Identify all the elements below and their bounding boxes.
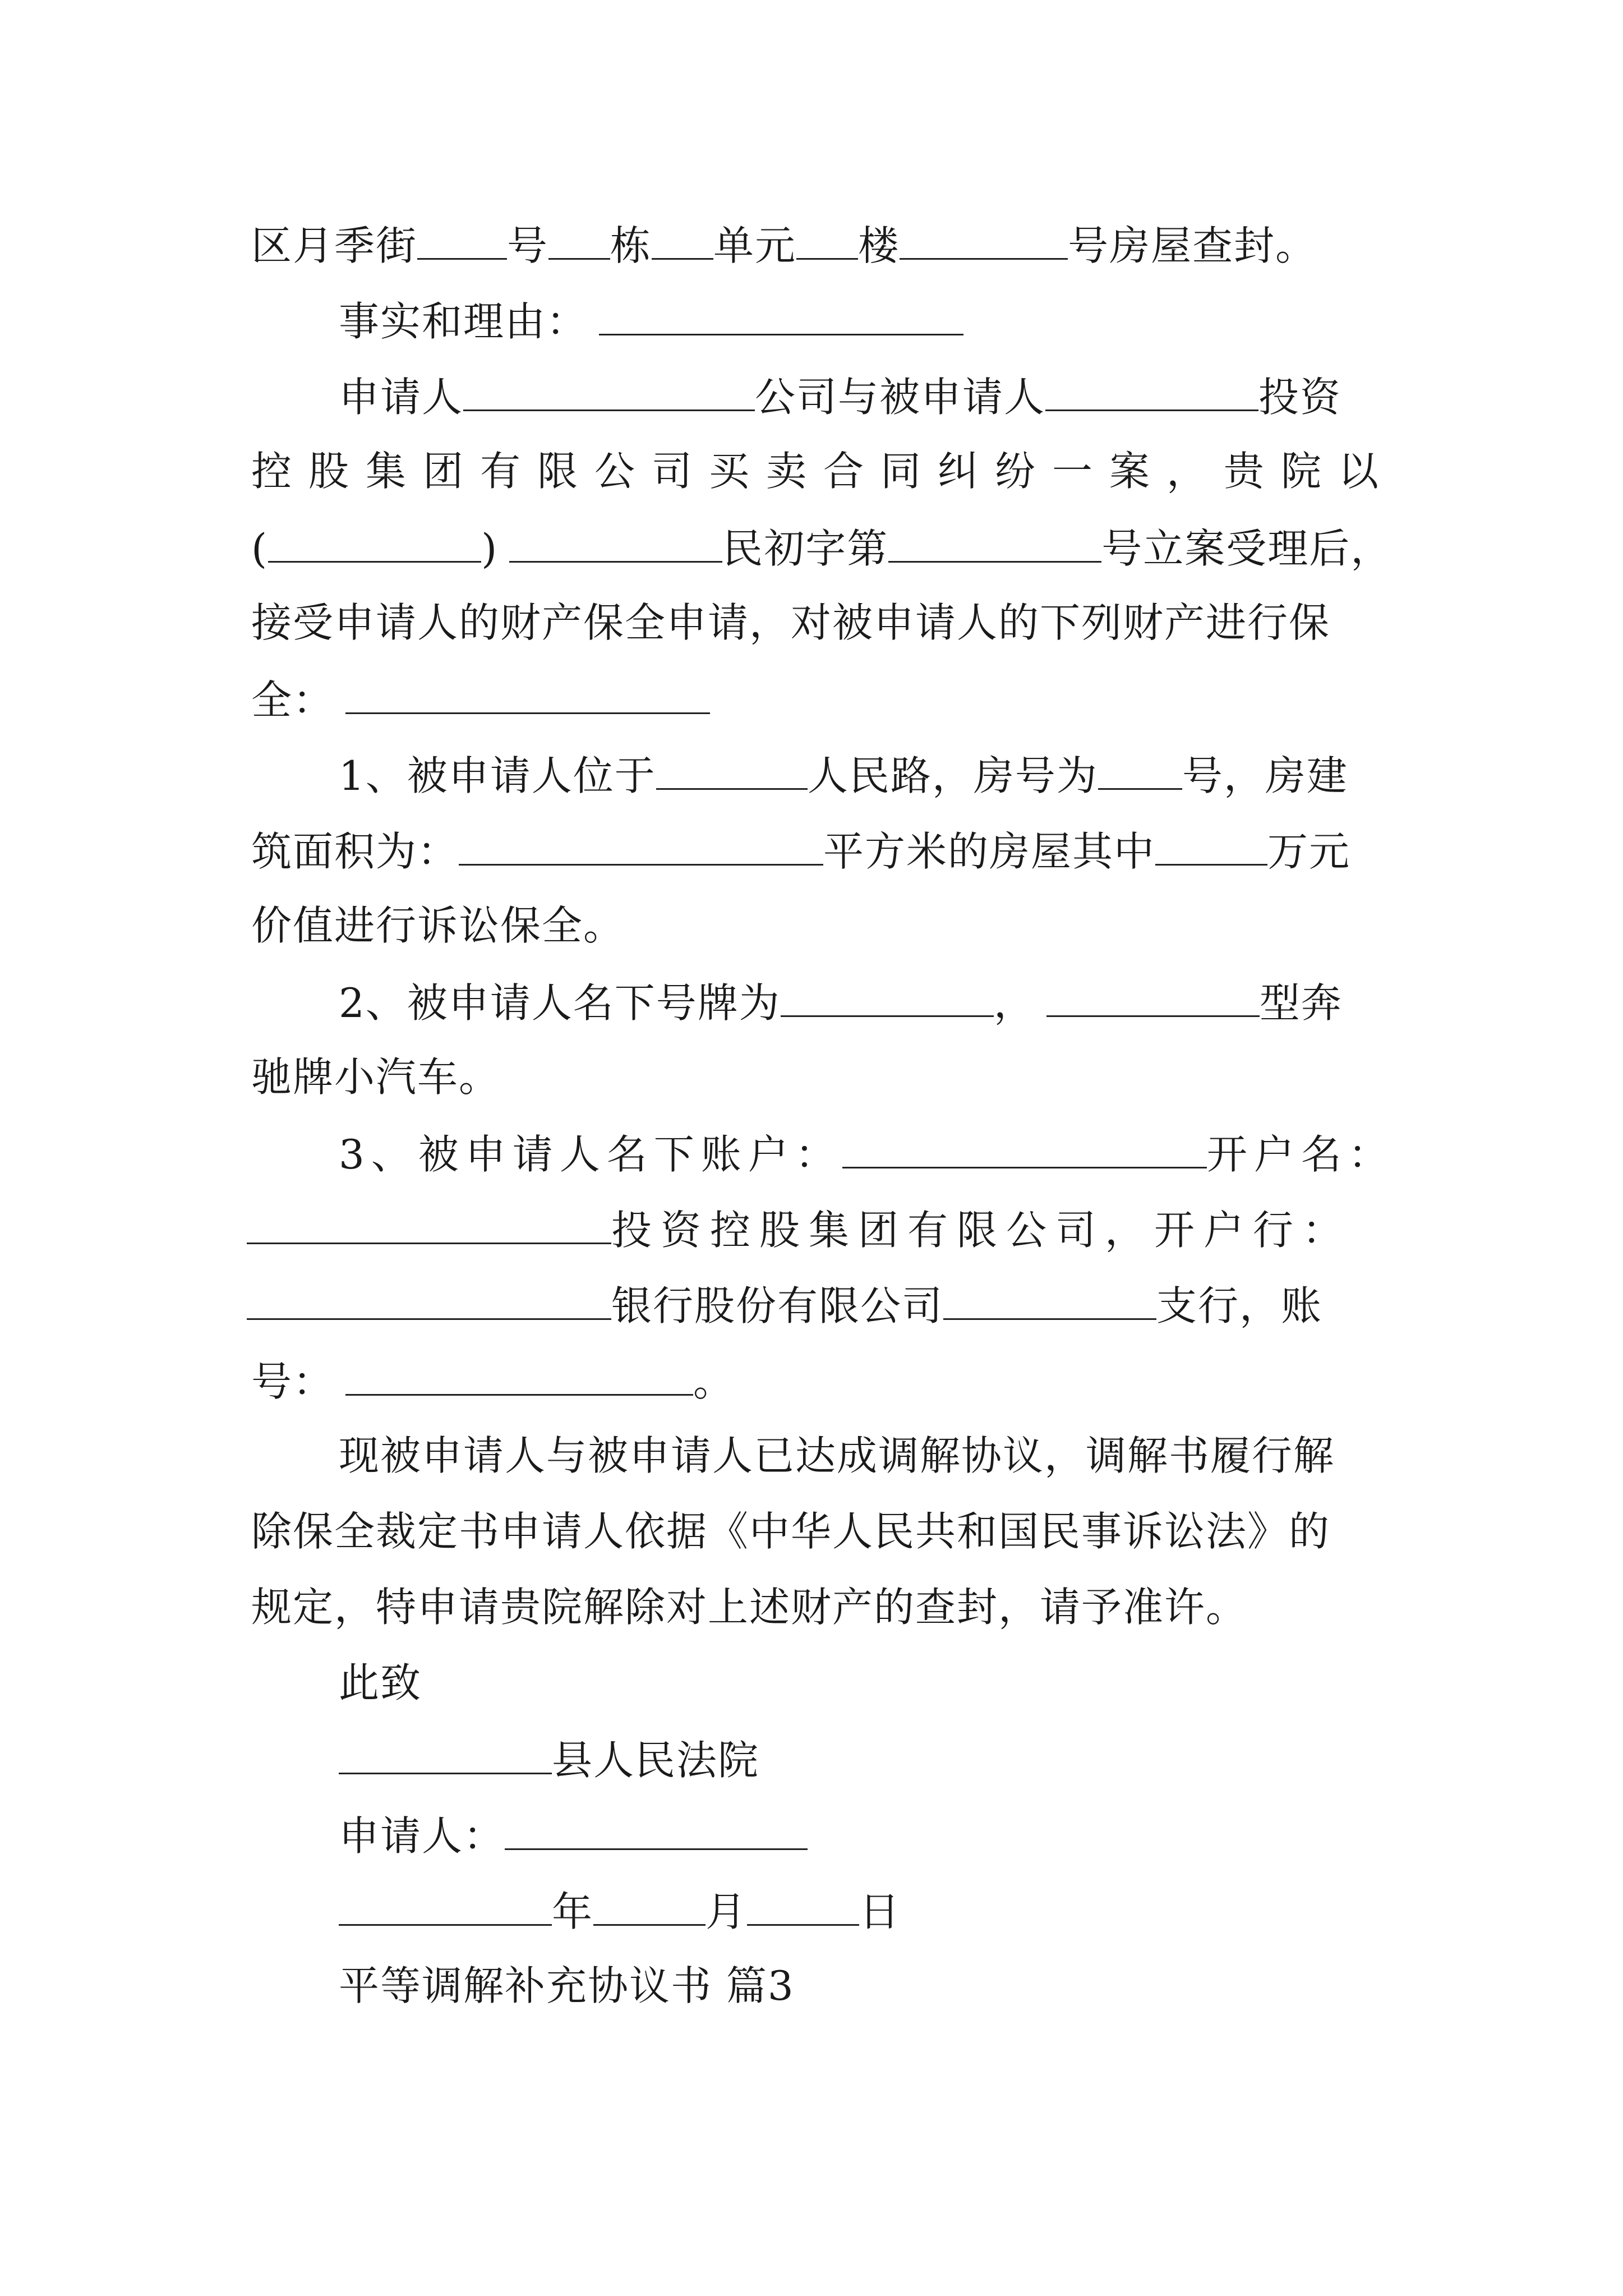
text: ) bbox=[481, 525, 499, 572]
blank-field bbox=[417, 219, 507, 260]
text: 号： bbox=[251, 1358, 335, 1405]
blank-field bbox=[1045, 370, 1258, 411]
paragraph-line bbox=[339, 1128, 1395, 1178]
blank-field bbox=[247, 1203, 611, 1244]
text: 号房屋查封。 bbox=[1068, 222, 1317, 269]
blank-field bbox=[943, 1279, 1156, 1320]
text: 除保全裁定书申请人依据《中华人民共和国民事诉讼法》的 bbox=[251, 1508, 1331, 1555]
text: 平等调解补充协议书 篇3 bbox=[339, 1962, 795, 2009]
closing-salutation bbox=[339, 1658, 422, 1708]
text: 县人民法院 bbox=[552, 1737, 760, 1784]
paragraph-line bbox=[251, 825, 1350, 875]
blank-field bbox=[459, 825, 823, 866]
blank-field bbox=[888, 522, 1101, 563]
blank-field bbox=[505, 1809, 808, 1850]
text: 3、被申请人名下账户： bbox=[339, 1131, 842, 1178]
blank-field bbox=[1046, 976, 1260, 1017]
text: 控股集团有限公司买卖合同纠纷一案，贵院以 bbox=[251, 448, 1396, 495]
facts-heading: 事实和理由： bbox=[339, 298, 588, 345]
applicant-signature-line bbox=[339, 1809, 808, 1860]
text: 申请人 bbox=[339, 374, 464, 421]
paragraph-line bbox=[251, 673, 710, 724]
paragraph-line bbox=[251, 1052, 500, 1102]
text: 筑面积为： bbox=[251, 828, 459, 875]
text: 型奔 bbox=[1259, 979, 1343, 1027]
text: 。 bbox=[693, 1358, 735, 1405]
section-title bbox=[339, 1961, 795, 2011]
text: 公司与被申请人 bbox=[755, 374, 1046, 421]
blank-field bbox=[796, 219, 858, 260]
text: 驰牌小汽车。 bbox=[251, 1053, 501, 1101]
blank-field bbox=[656, 749, 808, 790]
blank-field bbox=[652, 219, 713, 260]
blank-field bbox=[599, 295, 963, 335]
paragraph-line bbox=[339, 370, 1341, 421]
text: 平方米的房屋其中 bbox=[823, 828, 1156, 875]
blank-field bbox=[463, 370, 755, 411]
text: 接受申请人的财产保全申请，对被申请人的下列财产进行保 bbox=[251, 599, 1331, 646]
text: 号立案受理后， bbox=[1101, 525, 1393, 572]
text: 号 bbox=[507, 222, 549, 269]
text: 月 bbox=[706, 1888, 748, 1935]
paragraph-line bbox=[247, 1279, 1322, 1329]
text: 2、被申请人名下号牌为 bbox=[339, 979, 781, 1027]
text: 日 bbox=[859, 1888, 901, 1935]
text: 开户名： bbox=[1206, 1131, 1395, 1178]
blank-field bbox=[842, 1128, 1207, 1168]
text: 年 bbox=[552, 1888, 594, 1935]
date-line bbox=[339, 1885, 901, 1935]
blank-field bbox=[593, 1885, 706, 1926]
text: 单元 bbox=[713, 222, 797, 269]
paragraph-line bbox=[251, 597, 1330, 648]
blank-field bbox=[268, 522, 481, 563]
paragraph-line bbox=[339, 295, 963, 345]
text: 此致 bbox=[339, 1659, 422, 1706]
text: 价值进行诉讼保全。 bbox=[251, 902, 625, 949]
text: ， bbox=[993, 979, 1035, 1027]
paragraph-line bbox=[251, 900, 625, 951]
paragraph-line bbox=[339, 976, 1343, 1027]
text: 人民路，房号为 bbox=[807, 752, 1098, 799]
blank-field bbox=[900, 219, 1068, 260]
text: 区月季街 bbox=[251, 222, 418, 269]
paragraph-line bbox=[251, 219, 1317, 269]
blank-field bbox=[548, 219, 610, 260]
blank-field bbox=[247, 1279, 611, 1320]
blank-field bbox=[1155, 825, 1267, 866]
text: 全： bbox=[251, 677, 335, 724]
paragraph-line bbox=[247, 1203, 1352, 1254]
blank-field bbox=[345, 1355, 693, 1396]
blank-field bbox=[339, 1885, 552, 1926]
paragraph-line bbox=[251, 1506, 1330, 1557]
blank-field bbox=[747, 1885, 859, 1926]
blank-field bbox=[339, 1733, 552, 1774]
paragraph-line bbox=[339, 1430, 1335, 1481]
paragraph-line bbox=[251, 1582, 1247, 1632]
text: 申请人： bbox=[339, 1812, 505, 1860]
text: 投资控股集团有限公司，开户行： bbox=[611, 1207, 1352, 1254]
text: 银行股份有限公司 bbox=[611, 1282, 944, 1329]
text: 民初字第 bbox=[722, 525, 889, 572]
paragraph-line bbox=[251, 1355, 735, 1405]
text: 规定，特申请贵院解除对上述财产的查封，请予准许。 bbox=[251, 1584, 1248, 1631]
text: 号，房建 bbox=[1182, 752, 1348, 799]
paragraph-line bbox=[339, 749, 1348, 799]
paragraph-line bbox=[251, 446, 1395, 496]
text: 现被申请人与被申请人已达成调解协议，调解书履行解 bbox=[339, 1432, 1335, 1479]
text: 楼 bbox=[858, 222, 900, 269]
text: 栋 bbox=[610, 222, 652, 269]
paragraph-line bbox=[251, 522, 1392, 572]
blank-field bbox=[345, 673, 710, 714]
text: 万元 bbox=[1267, 828, 1351, 875]
recipient-line bbox=[339, 1733, 759, 1784]
text: 支行，账 bbox=[1156, 1282, 1323, 1329]
blank-field bbox=[1098, 749, 1182, 790]
blank-field bbox=[781, 976, 994, 1017]
text: 投资 bbox=[1258, 374, 1342, 421]
blank-field bbox=[509, 522, 722, 563]
text: ( bbox=[251, 525, 269, 572]
text: 1、被申请人位于 bbox=[339, 752, 656, 799]
